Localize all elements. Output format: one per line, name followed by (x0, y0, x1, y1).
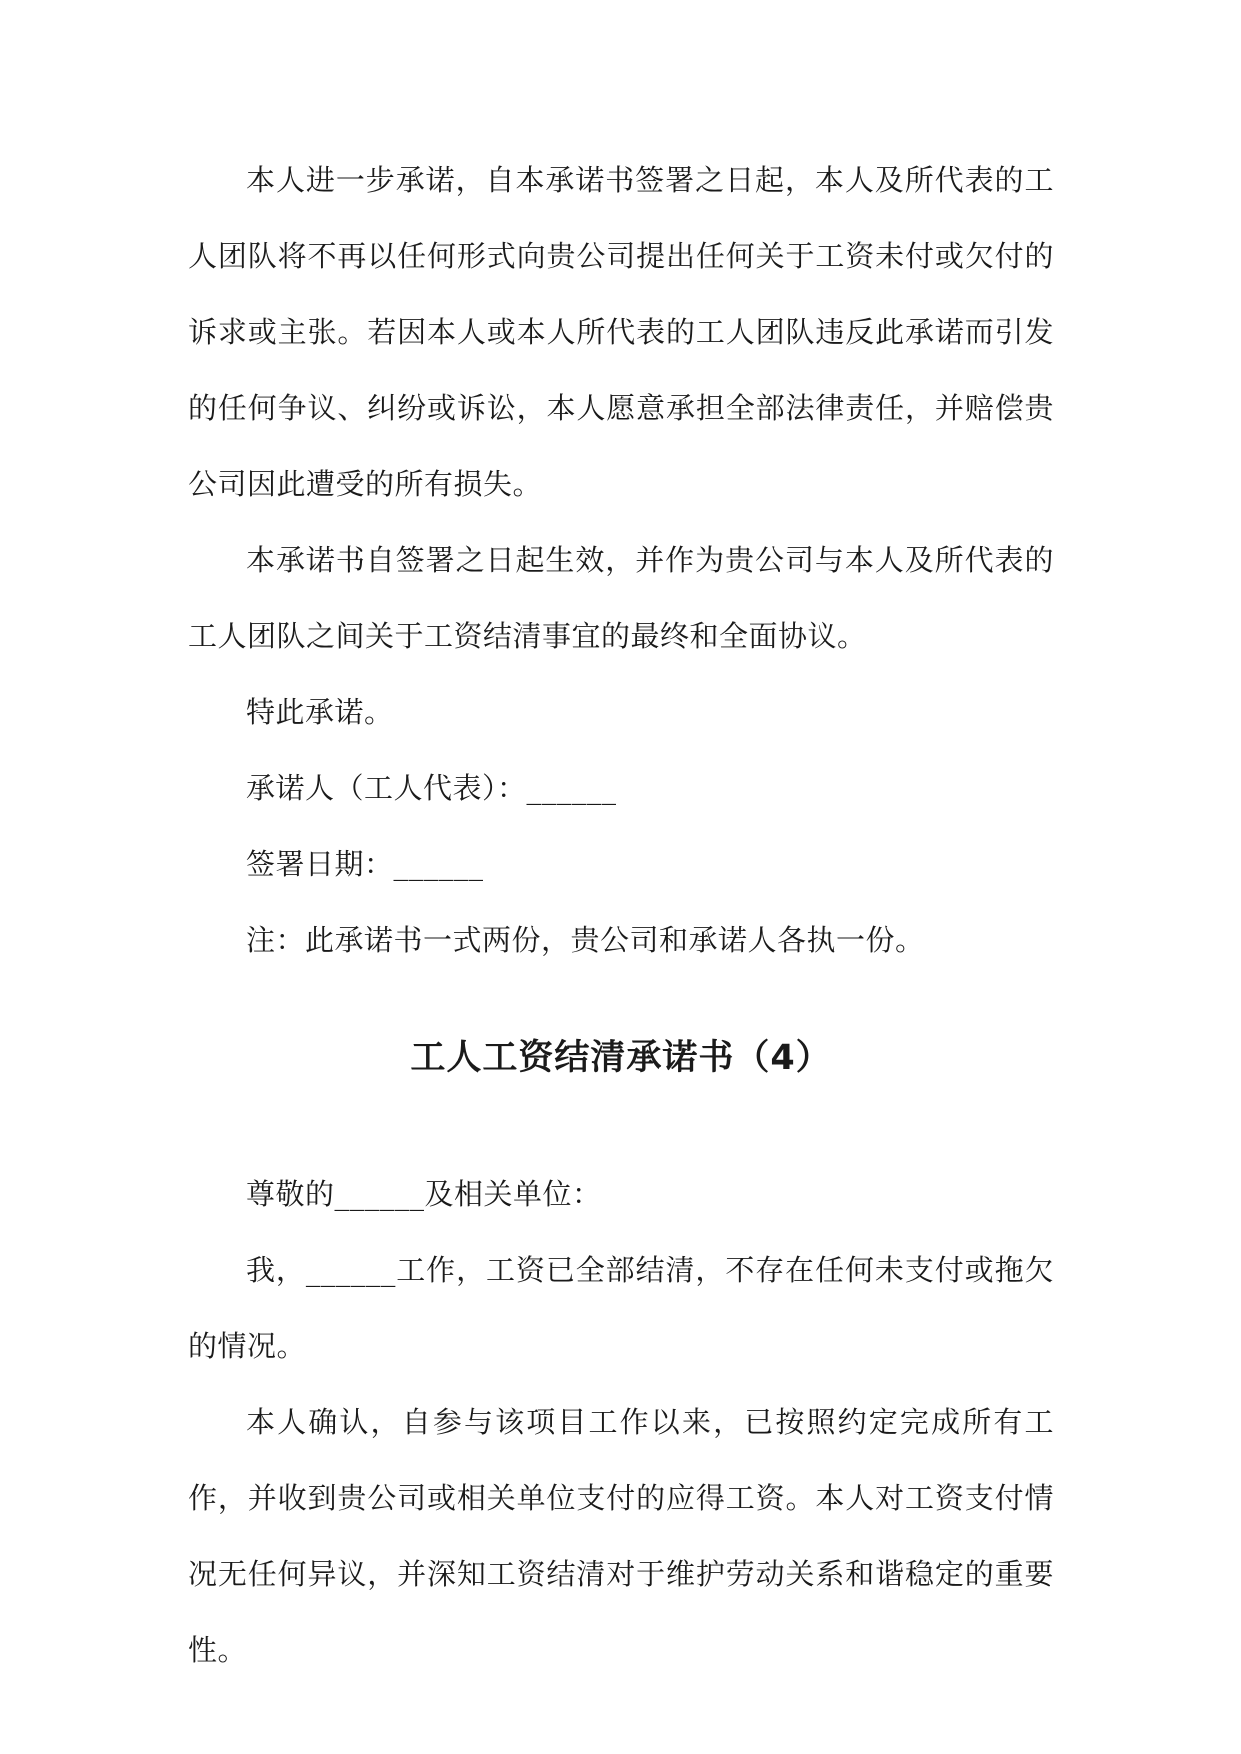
signer-line: 承诺人（工人代表）：______ (246, 771, 617, 805)
wage-settled-paragraph: 我，______工作，工资已全部结清，不存在任何未支付或拖欠的情况。 (188, 1253, 1054, 1363)
section-title: 工人工资结清承诺书（4） (410, 1038, 832, 1078)
confirmation-paragraph: 本人确认，自参与该项目工作以来，已按照约定完成所有工作，并收到贵公司或相关单位支付的应得工资。本人对工资支付情况无任何异议，并深知工资结清对于维护劳动关系和谐稳定的重要性。 (188, 1405, 1054, 1667)
effectiveness-paragraph: 本承诺书自签署之日起生效，并作为贵公司与本人及所代表的工人团队之间关于工资结清事宜的最终和全面协议。 (188, 543, 1054, 653)
note-line: 注：此承诺书一式两份，贵公司和承诺人各执一份。 (246, 923, 925, 957)
salutation-line: 尊敬的______及相关单位： (246, 1177, 602, 1211)
closing-statement: 特此承诺。 (246, 695, 394, 729)
commitment-paragraph: 本人进一步承诺，自本承诺书签署之日起，本人及所代表的工人团队将不再以任何形式向贵公司提出任何关于工资未付或欠付的诉求或主张。若因本人或本人所代表的工人团队违反此承诺而引发的任何争议、纠纷或诉讼，本人愿意承担全部法律责任，并赔偿贵公司因此遭受的所有损失。 (188, 163, 1054, 501)
signing-date-line: 签署日期：______ (246, 847, 484, 881)
document-body (188, 142, 1054, 1688)
